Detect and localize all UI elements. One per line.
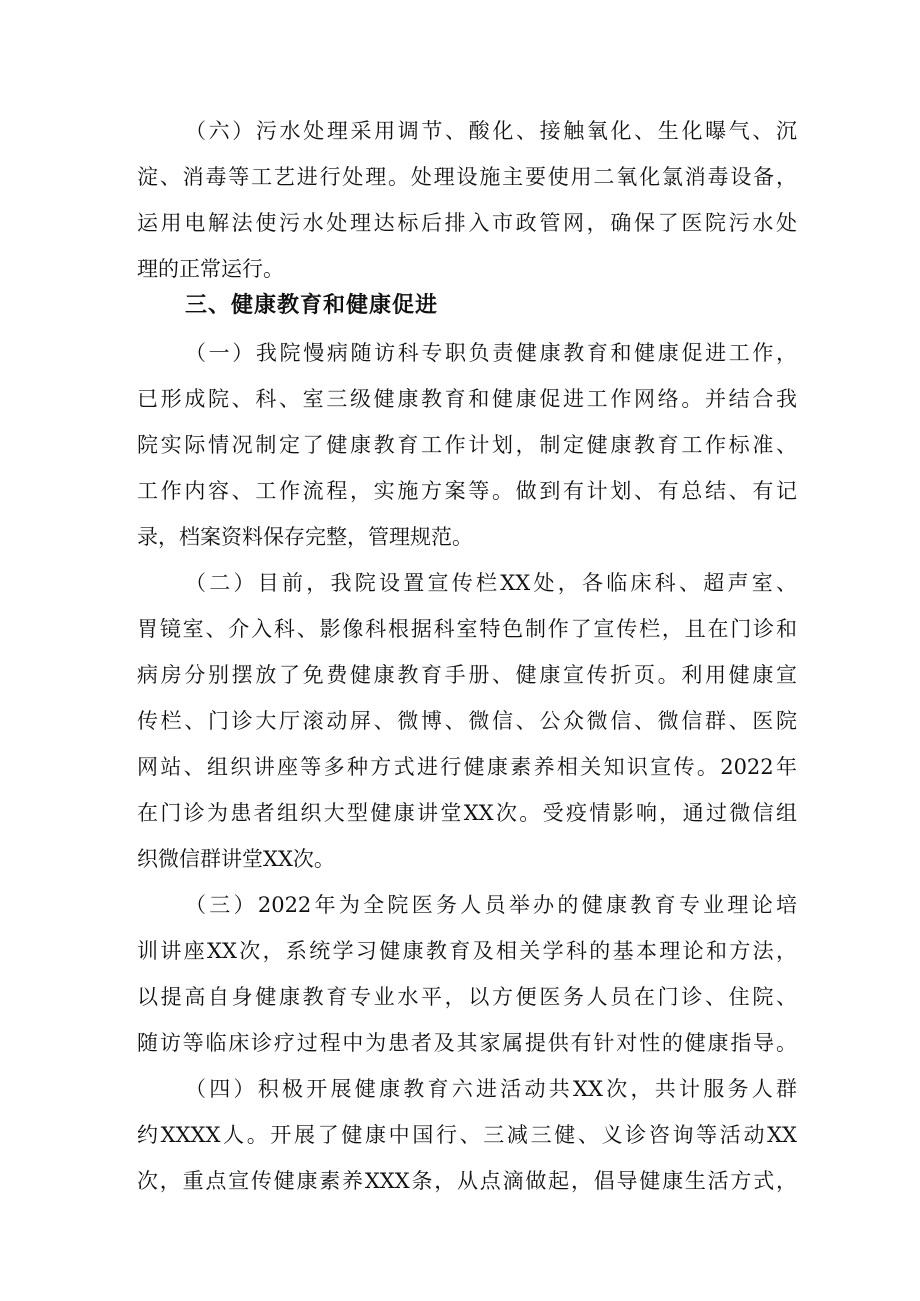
paragraph-6-line-2: 淀、消毒等工艺进行处理。处理设施主要使用二氧化氯消毒设备， xyxy=(137,165,797,189)
paragraph-2-line-7: 织微信群讲堂XX次。 xyxy=(137,847,335,871)
paragraph-1-line-5: 录，档案资料保存完整，管理规范。 xyxy=(137,525,473,549)
paragraph-2-line-1: （二）目前，我院设置宣传栏XX处，各临床科、超声室、 xyxy=(185,571,797,595)
paragraph-6-line-4: 理的正常运行。 xyxy=(137,257,284,281)
paragraph-6-line-1: （六）污水处理采用调节、酸化、接触氧化、生化曝气、沉 xyxy=(185,119,797,143)
paragraph-3-line-2: 训讲座XX次，系统学习健康教育及相关学科的基本理论和方法， xyxy=(137,939,797,963)
paragraph-1-line-1: （一）我院慢病随访科专职负责健康教育和健康促进工作， xyxy=(185,341,797,365)
paragraph-2-line-5: 网站、组织讲座等多种方式进行健康素养相关知识宣传。2022年 xyxy=(137,755,797,779)
paragraph-2-line-2: 胃镜室、介入科、影像科根据科室特色制作了宣传栏，且在门诊和 xyxy=(137,617,797,641)
section-heading: 三、健康教育和健康促进 xyxy=(185,293,439,318)
paragraph-2-line-4: 传栏、门诊大厅滚动屏、微博、微信、公众微信、微信群、医院 xyxy=(137,709,797,733)
paragraph-3-line-4: 随访等临床诊疗过程中为患者及其家属提供有针对性的健康指导。 xyxy=(137,1031,797,1055)
paragraph-4-line-1: （四）积极开展健康教育六进活动共XX次，共计服务人群 xyxy=(185,1077,797,1101)
paragraph-2-line-3: 病房分别摆放了免费健康教育手册、健康宣传折页。利用健康宣 xyxy=(137,663,797,687)
paragraph-1-line-2: 已形成院、科、室三级健康教育和健康促进工作网络。并结合我 xyxy=(137,387,797,411)
paragraph-2-line-6: 在门诊为患者组织大型健康讲堂XX次。受疫情影响，通过微信组 xyxy=(137,801,797,825)
paragraph-1-line-3: 院实际情况制定了健康教育工作计划，制定健康教育工作标准、 xyxy=(137,433,797,457)
paragraph-3-line-3: 以提高自身健康教育专业水平，以方便医务人员在门诊、住院、 xyxy=(137,985,797,1009)
paragraph-3-line-1: （三）2022年为全院医务人员举办的健康教育专业理论培 xyxy=(185,893,797,917)
paragraph-6-line-3: 运用电解法使污水处理达标后排入市政管网，确保了医院污水处 xyxy=(137,211,797,235)
paragraph-4-line-3: 次，重点宣传健康素养XXX条，从点滴做起，倡导健康生活方式， xyxy=(137,1169,797,1193)
paragraph-4-line-2: 约XXXX人。开展了健康中国行、三减三健、义诊咨询等活动XX xyxy=(137,1123,797,1147)
paragraph-1-line-4: 工作内容、工作流程，实施方案等。做到有计划、有总结、有记 xyxy=(137,479,797,503)
